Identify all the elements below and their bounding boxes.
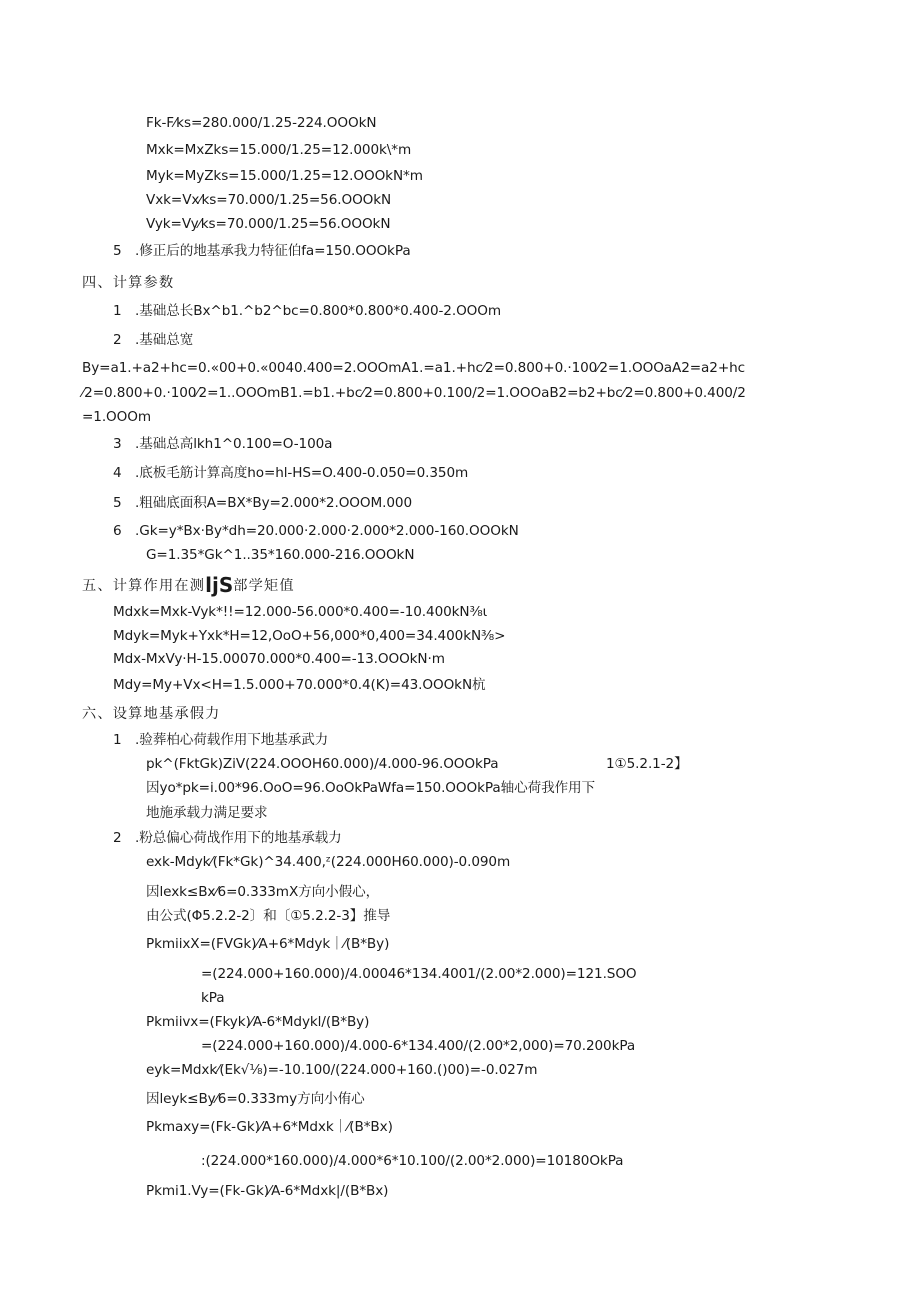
item-slab-effective-height: 4 .底板毛筋计算高度ho=hl-HS=O.400-0.050=0.350m xyxy=(113,465,469,481)
formula-pkmaxx: PkmiixX=(FVGk)⁄A+6*Mdyk｜⁄(B*By) xyxy=(146,936,390,952)
formula-eyk: eyk=Mdxk⁄(Ek√⅛)=-10.100/(224.000+160.()00)=-0.027m xyxy=(146,1062,538,1078)
item-base-height: 3 .基础总高lkh1^0.100=O-100a xyxy=(113,436,333,452)
formula-g: G=1.35*Gk^1..35*160.000-216.OOOkN xyxy=(146,547,415,563)
item-base-width: 2 .基础总宽 xyxy=(113,332,194,348)
formula-mdyk: Mdyk=Myk+Yxk*H=12,OoO+56,000*0,400=34.400kN⅜> xyxy=(113,628,506,644)
formula-mdxk: Mdxk=Mxk-Vyk*!!=12.000-56.000*0.400=-10.400kN⅜ι xyxy=(113,604,488,620)
item-axial-load: 1 .验葬柏心荷载作用下地基承武力 xyxy=(113,732,329,748)
formula-pk: pk^(FktGk)ZiV(224.OOOH60.000)/4.000-96.OOOkPa xyxy=(146,756,499,772)
item-base-area: 5 .粗础底面积A=BX*By=2.000*2.OOOM.000 xyxy=(113,495,412,511)
formula-by-line-3: =1.OOOm xyxy=(82,409,152,425)
formula-mdy: Mdy=My+Vx<H=1.5.000+70.000*0.4(K)=43.OOOkN杭 xyxy=(113,677,486,693)
check-exk: 因lexk≤Bx⁄6=0.333mX方向小假心， xyxy=(146,884,380,900)
formula-pkmaxx-value: =(224.000+160.000)/4.00046*134.4001/(2.00*2.000)=121.SOO xyxy=(201,966,637,982)
formula-by-line-1: By=a1.+a2+hc=0.«00+0.«0040.400=2.OOOmA1.=a1.+hc⁄2=0.800+0.·100⁄2=1.OOOaA2=a2+hc xyxy=(82,360,746,376)
section-heading-5-part-2: ljS xyxy=(205,573,234,597)
formula-by-line-2: ⁄2=0.800+0.·100⁄2=1..OOOmB1.=b1.+bc⁄2=0.800+0.100/2=1.OOOaB2=b2+bc⁄2=0.800+0.400/2 xyxy=(82,385,746,401)
section-heading-5-part-3: 部学矩值 xyxy=(233,578,295,594)
formula-pkmaxy: Pkmaxy=(Fk-Gk)⁄A+6*Mdxk｜⁄(B*Bx) xyxy=(146,1119,393,1135)
check-eyk: 因leyk≤By⁄6=0.333my方向小侑心 xyxy=(146,1091,365,1107)
item-gk: 6 .Gk=y*Bx·By*dh=20.000·2.000·2.000*2.000-160.OOOkN xyxy=(113,523,519,539)
item-bearing-capacity: 5 .修正后的地基承我力特征伯fa=150.OOOkPa xyxy=(113,243,411,259)
code-reference: 1①5.2.1-2】 xyxy=(606,756,688,772)
derivation-note: 由公式(Φ5.2.2-2〕和〔①5.2.2-3】推导 xyxy=(146,908,391,924)
formula-myk: Myk=MyZks=15.000/1.25=12.OOOkN*m xyxy=(146,168,423,184)
section-heading-6: 六、设算地基承假力 xyxy=(82,706,221,722)
formula-mxk: Mxk=MxZks=15.000/1.25=12.000k\*m xyxy=(146,142,412,158)
formula-mdx: Mdx-MxVy·H-15.00070.000*0.400=-13.OOOkN·m xyxy=(113,651,445,667)
check-axial: 因yo*pk=i.00*96.OoO=96.OoOkPaWfa=150.OOOkPa轴心荷我作用下 xyxy=(146,780,596,796)
section-heading-5 xyxy=(82,573,295,597)
formula-pkminx: Pkmiivx=(Fkyk)⁄A-6*Mdykl/(B*By) xyxy=(146,1014,370,1030)
formula-vxk: Vxk=Vx⁄ks=70.000/1.25=56.OOOkN xyxy=(146,192,392,208)
section-heading-5-part-1: 五、计算作用在测 xyxy=(82,578,206,594)
formula-pkminx-value: =(224.000+160.000)/4.000-6*134.400/(2.00*2,000)=70.200kPa xyxy=(201,1038,636,1054)
formula-vyk: Vyk=Vy⁄ks=70.000/1.25=56.OOOkN xyxy=(146,216,391,232)
item-eccentric-load: 2 .粉总偏心荷战作用下的地基承载力 xyxy=(113,830,342,846)
formula-fk: Fk-F⁄ks=280.000/1.25-224.OOOkN xyxy=(146,115,377,131)
check-axial-conclusion: 地施承载力满足要求 xyxy=(146,805,268,821)
formula-pkmaxx-unit: kPa xyxy=(201,990,225,1006)
item-base-length: 1 .基础总长Bx^b1.^b2^bc=0.800*0.800*0.400-2.OOOm xyxy=(113,303,502,319)
formula-pkmaxy-value: :(224.000*160.000)/4.000*6*10.100/(2.00*2.000)=10180OkPa xyxy=(201,1153,624,1169)
formula-exk: exk-Mdyk⁄(Fk*Gk)^34.400,ᶻ(224.000H60.000)-0.090m xyxy=(146,854,511,870)
formula-pkminy: Pkmi1.Vy=(Fk-Gk)⁄A-6*Mdxk|/(B*Bx) xyxy=(146,1183,389,1199)
section-heading-4: 四、计算参数 xyxy=(82,275,175,291)
